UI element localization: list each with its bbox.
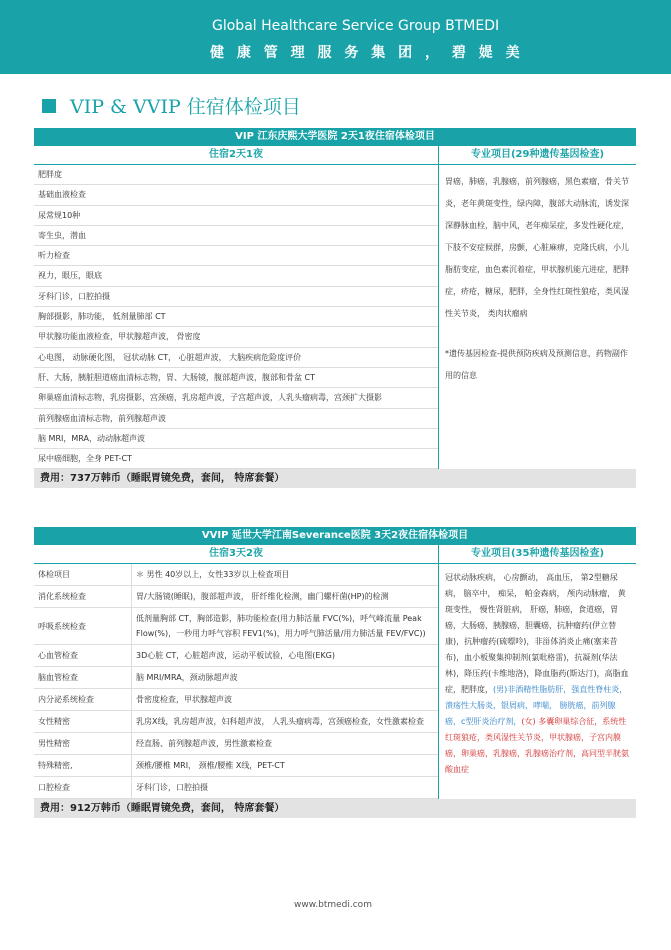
- vvip-row-category: 男性精密: [34, 733, 132, 754]
- vip-row: 脑 MRI，MRA，动动脉超声波: [34, 429, 438, 449]
- vvip-row-items: 脑 MRI/MRA，颈动脉超声波: [136, 673, 238, 682]
- vvip-row: [34, 777, 438, 799]
- vvip-row-items: 乳房X线，乳房超声波，妇科超声波， 人乳头瘤病毒，宫颈癌检查，女性激素检查: [136, 717, 425, 726]
- website-url: www.btmedi.com: [294, 900, 372, 910]
- vip-row: 肥胖度: [34, 165, 438, 185]
- vvip-table-body: [34, 564, 636, 799]
- vip-table-header: [34, 146, 636, 165]
- vip-right-cell: [439, 165, 636, 469]
- square-bullet-icon: [42, 99, 56, 113]
- vip-col-right-header: 专业项目(29种遗传基因检查): [470, 149, 605, 160]
- vvip-row-category: 心血管检查: [34, 645, 132, 666]
- vvip-row-category: 体检项目: [34, 564, 132, 585]
- vvip-row: [34, 645, 438, 667]
- vip-table-body: [34, 165, 636, 469]
- vvip-row-items: 颈椎/腰椎 MRI， 颈椎/腰椎 X线，PET-CT: [136, 761, 285, 770]
- vvip-table: [34, 527, 636, 818]
- vip-table: [34, 128, 636, 488]
- vip-row: 胸部摄影，肺功能， 低剂量肺部 CT: [34, 307, 438, 327]
- vvip-row: [34, 689, 438, 711]
- vvip-row: [34, 608, 438, 645]
- vvip-row: [34, 564, 438, 586]
- vvip-row-category: 特殊精密,: [34, 755, 132, 776]
- vvip-right-cell: [439, 564, 636, 799]
- header-english-title: Global Healthcare Service Group BTMEDI: [212, 18, 500, 34]
- vip-row: 基础血液检查: [34, 185, 438, 205]
- vip-row: 听力检查: [34, 246, 438, 266]
- header-chinese-title: 健 康 管 理 服 务 集 团 ， 碧 媞 美: [210, 45, 524, 61]
- vvip-col-right-header: 专业项目(35种遗传基因检查): [470, 548, 605, 559]
- vvip-genetic-female: (女) 多囊卵巢综合征，系统性红斑狼疮，类风湿性关节炎，甲状腺癌，子宫内膜癌，卵巢癌，乳腺癌，乳腺癌治疗剂，高同型半胱氨酸血症: [445, 717, 629, 774]
- vvip-row-items: 胃/大肠镜(睡眠)，腹部超声波， 肝纤维化检测，幽门螺杆菌(HP)的检测: [136, 592, 389, 601]
- vvip-row-category: 口腔检查: [34, 777, 132, 798]
- vip-row: 寄生虫，潜血: [34, 226, 438, 246]
- vvip-row-items: 经直肠、前列腺超声波，男性激素检查: [136, 739, 272, 748]
- vvip-row-items: ＊ 男性 40岁以上，女性33岁以上检查项目: [136, 570, 290, 579]
- vvip-genetic-male: (男)非酒精性脂肪肝，强直性脊柱炎，溃疡性大肠炎，银屑病，哮喘， 膀胱癌，前列腺癌，c型肝炎治疗剂，: [445, 685, 628, 726]
- vip-row: 牙科门诊，口腔拍摄: [34, 287, 438, 307]
- vip-row: 甲状腺功能血液检查，甲状腺超声波， 骨密度: [34, 327, 438, 347]
- vvip-row-category: 消化系统检查: [34, 586, 132, 607]
- vvip-table-title: VVIP 延世大学江南Severance医院 3天2夜住宿体检项目: [34, 527, 636, 545]
- vip-genetic-note: *遗传基因检查-提供预防疾病及预测信息，药物副作用的信息: [445, 349, 628, 380]
- section-title: [42, 92, 301, 119]
- vvip-row-category: 女性精密: [34, 711, 132, 732]
- vvip-row: [34, 586, 438, 608]
- vvip-row-category: 脑血管检查: [34, 667, 132, 688]
- vip-row: 视力，眼压，眼底: [34, 266, 438, 286]
- vvip-table-header: [34, 545, 636, 564]
- vvip-row-items: 3D心脏 CT，心脏超声波，运动平板试验，心电图(EKG): [136, 651, 336, 660]
- vip-row: 前列腺癌血清标志物，前列腺超声波: [34, 409, 438, 429]
- vip-left-list: [34, 165, 439, 469]
- vip-genetic-list: 胃癌，肺癌，乳腺癌，前列腺癌，黑色素瘤，骨关节炎，老年黄斑变性，绿内障，腹部大动脉流，诱发深深静脉血栓，脑中风，老年痴呆症，多发性硬化症，下肢不安症候群，房颤，心脏麻痹，克隆氏病，小儿脂肪变症，血色素沉着症，甲状腺机能亢进症，肥胖症，疥疮，糖尿，肥胖，全身性红斑性狼疮，类风湿性关节炎， 类肉状瘤病: [445, 177, 629, 318]
- vip-row: 肝、大肠，胰脏胆道癌血清标志物，胃、大肠镜，腹部超声波，腹部和骨盆 CT: [34, 368, 438, 388]
- vip-row: 卵巢癌血清标志物，乳房摄影，宫颈癌，乳房超声波，子宫超声波，人乳头瘤病毒，宫颈扩大摄影: [34, 388, 438, 408]
- vvip-left-list: [34, 564, 439, 799]
- vip-col-left-header: 住宿2天1夜: [34, 146, 439, 164]
- header-banner: [0, 0, 671, 74]
- vvip-row-category: 呼吸系统检查: [34, 608, 132, 644]
- section-title-text: VIP & VVIP 住宿体检项目: [70, 96, 301, 118]
- vvip-row-items: 牙科门诊，口腔拍摄: [136, 783, 208, 792]
- vip-fee: 费用：737万韩币（睡眠胃镜免费，套间， 特席套餐）: [34, 469, 636, 488]
- vip-row: 尿中癌细胞，全身 PET-CT: [34, 449, 438, 469]
- vvip-col-left-header: 住宿3天2夜: [34, 545, 439, 563]
- vip-table-title: VIP 江东庆熙大学医院 2天1夜住宿体检项目: [34, 128, 636, 146]
- vvip-row: [34, 755, 438, 777]
- vvip-fee: 费用：912万韩币（睡眠胃镜免费，套间， 特席套餐）: [34, 799, 636, 818]
- vip-row: 尿常规10种: [34, 206, 438, 226]
- vvip-row-items: 骨密度检查，甲状腺超声波: [136, 695, 232, 704]
- vvip-genetic-general: 冠状动脉疾病， 心房颤动， 高血压， 第2型糖尿病， 脑卒中， 痴呆， 帕金森病， 颅内动脉瘤， 黄斑变性， 慢性肾脏病， 肝癌，肺癌，食道癌，胃癌，大肠癌，胰腺癌，胆囊癌，抗肿瘤药(伊立替康)，抗肿瘤药(硫嘌呤)，非甾体消炎止痛(塞来昔布)，血小板聚集抑制剂(氯吡格雷)，抗凝剂(华法林)，降压药(卡维地洛)，降血脂药(斯达汀)，高脂血症，肥胖度，: [445, 573, 629, 694]
- vip-row: 心电图， 动脉硬化图， 冠状动脉 CT， 心脏超声波， 大脑疾病危险度评价: [34, 348, 438, 368]
- vvip-row-category: 内分泌系统检查: [34, 689, 132, 710]
- vvip-row-items: 低剂量胸部 CT，胸部造影，肺功能检查(用力肺活量 FVC(%)，呼气峰流量 Peak Flow(%)，一秒用力呼气容积 FEV1(%)，用力呼气肺活量/用力肺活量 FEV/FVC)): [136, 614, 426, 638]
- vvip-row: [34, 733, 438, 755]
- vvip-row: [34, 667, 438, 689]
- vvip-row: [34, 711, 438, 733]
